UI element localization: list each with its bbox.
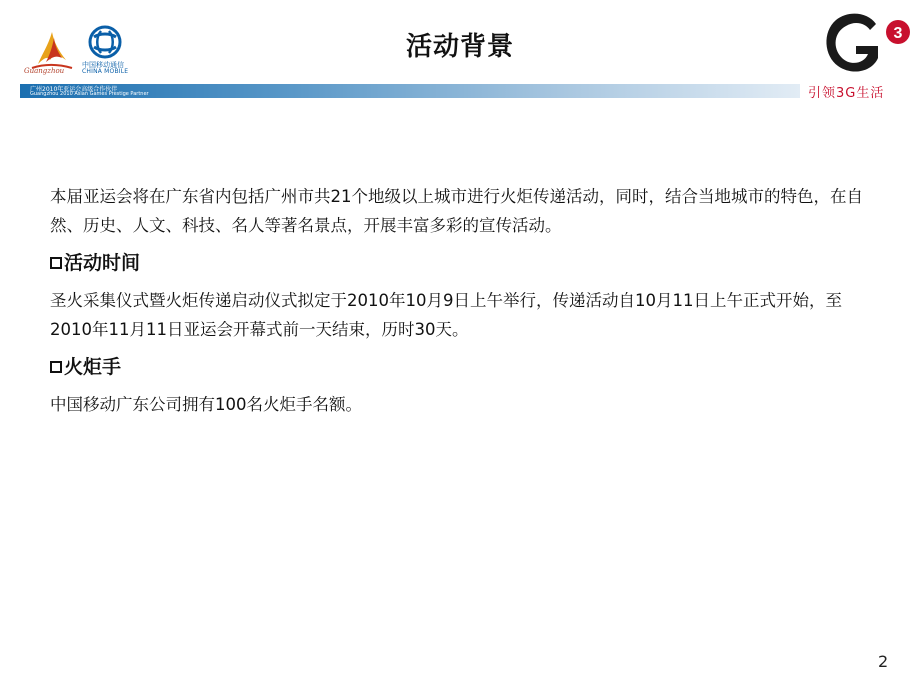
page-title: 活动背景 [405, 32, 514, 62]
section-text-torchbearer: 中国移动广东公司拥有100名火炬手名额。 [50, 395, 362, 414]
square-bullet-icon [50, 361, 62, 373]
china-mobile-cn-label: 中国移动通信 [82, 61, 124, 69]
china-mobile-logo-icon [86, 25, 124, 59]
g3-logo-icon [812, 8, 912, 82]
slide-body [50, 182, 870, 419]
section-heading-torchbearer [50, 352, 870, 382]
square-bullet-icon [50, 257, 62, 269]
section-text-time: 圣火采集仪式暨火炬传递启动仪式拟定于2010年10月9日上午举行，传递活动自10月11日上午正式开始，至2010年11月11日亚运会开幕式前一天结束，历时30天。 [50, 291, 842, 339]
section-heading-time [50, 248, 870, 278]
intro-paragraph: 本届亚运会将在广东省内包括广州市共21个地级以上城市进行火炬传递活动，同时，结合当地城市的特色，在自然、历史、人文、科技、名人等著名景点，开展丰富多彩的宣传活动。 [50, 187, 863, 235]
partner-line-cn: 广州2010年亚运会高级合作伙伴 [30, 86, 118, 93]
china-mobile-en-label: CHINA MOBILE [82, 68, 129, 75]
torch-caption: Guangzhou [24, 67, 65, 75]
asian-games-torch-icon [28, 24, 76, 70]
partner-line-en: Guangzhou 2010 Asian Games Prestige Partner [30, 91, 149, 97]
header-logos [20, 20, 135, 80]
g3-slogan: 引领3G生活 [808, 86, 885, 101]
page-number: 2 [878, 652, 889, 671]
svg-text:3: 3 [893, 25, 903, 42]
section-heading-label: 活动时间 [64, 252, 141, 274]
section-heading-label: 火炬手 [64, 356, 122, 378]
